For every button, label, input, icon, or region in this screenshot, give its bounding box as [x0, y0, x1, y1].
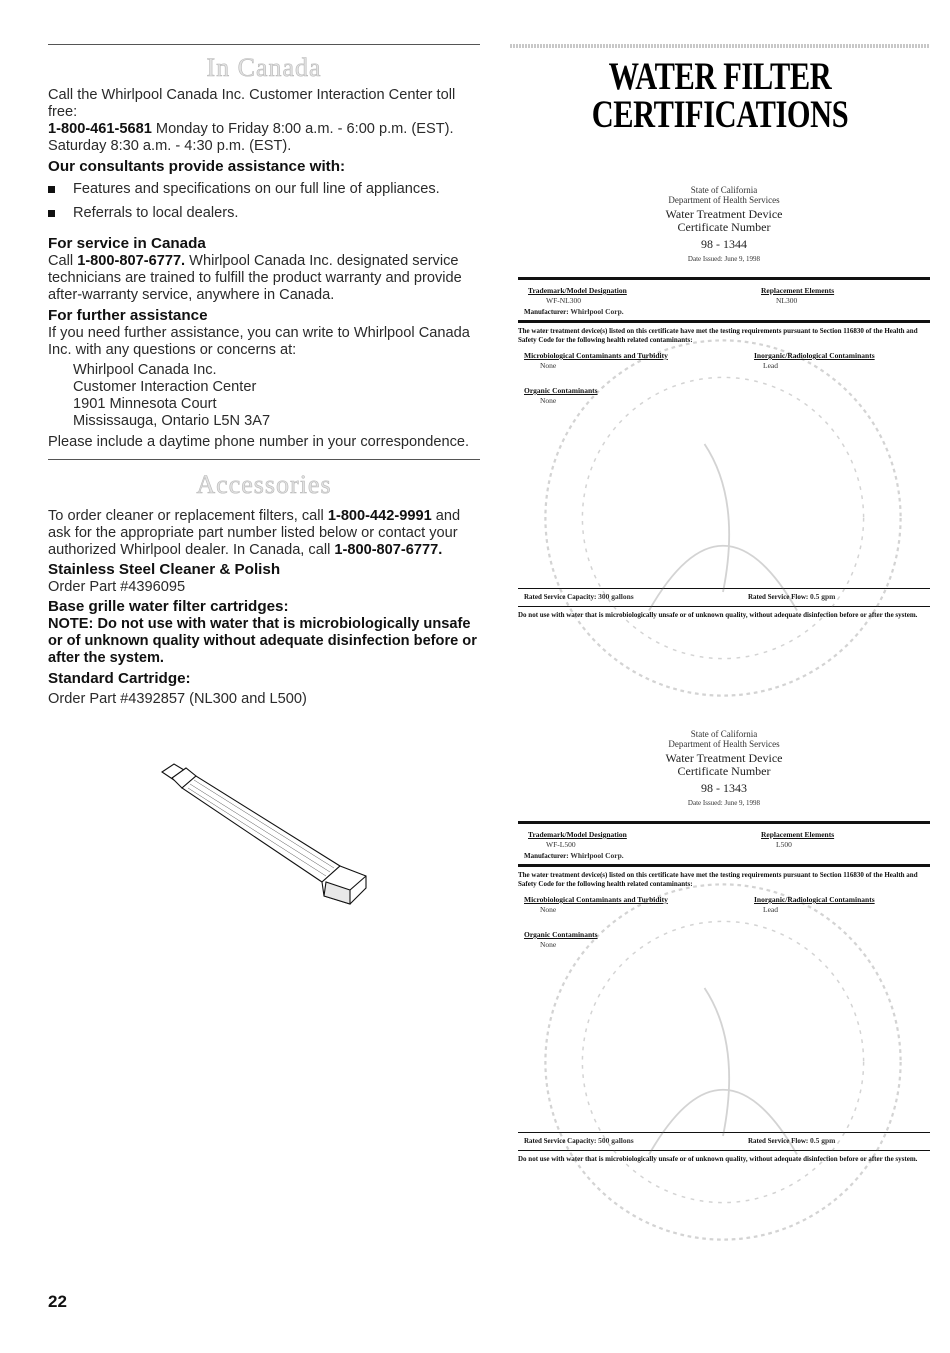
- page-title-line: WATER FILTER: [608, 55, 832, 98]
- manufacturer-value: Whirlpool Corp.: [570, 307, 624, 316]
- capacity-value: 500 gallons: [598, 1136, 634, 1145]
- cert-date-issued: Date Issued: June 9, 1998: [687, 799, 761, 807]
- grille-heading: Base grille water filter cartridges:: [48, 598, 289, 615]
- cert-statement: The water treatment device(s) listed on this certificate have met the testing requirements pursuant to Section 116830 of the Health and Safety Code for the following health related contaminants:: [518, 871, 918, 888]
- left-column: [48, 0, 480, 708]
- canada-intro: Call the Whirlpool Canada Inc. Customer Interaction Center toll free:: [48, 87, 456, 120]
- canada-hours-saturday: Saturday 8:30 a.m. - 4:30 p.m. (EST).: [48, 138, 292, 154]
- section-divider: [48, 44, 480, 45]
- service-body: Whirlpool Canada Inc. designated service technicians are trained to fulfill the product warranty and provide after-warranty service, anywhere in Canada.: [48, 253, 462, 303]
- capacity-label: Rated Service Capacity:: [524, 593, 597, 601]
- microbiological-label: Microbiological Contaminants and Turbidity: [524, 895, 668, 904]
- inorganic-label: Inorganic/Radiological Contaminants: [754, 351, 875, 360]
- list-item-text: Referrals to local dealers.: [73, 205, 239, 221]
- contaminants-block: [518, 344, 930, 404]
- replacement-value: NL300: [776, 296, 798, 305]
- standard-cartridge-part: Order Part #4392857 (NL300 and L500): [48, 691, 307, 707]
- list-item-text: Features and specifications on our full line of appliances.: [73, 181, 440, 197]
- cert-statement: The water treatment device(s) listed on this certificate have met the testing requirements pursuant to Section 116830 of the Health and Safety Code for the following health related contaminants:: [518, 327, 918, 344]
- order-phone-canada: 1-800-807-6777.: [334, 542, 443, 558]
- list-item: [48, 181, 480, 198]
- organic-label: Organic Contaminants: [524, 930, 598, 939]
- page-title: [556, 55, 884, 136]
- flow-value: 0.5 gpm: [810, 592, 836, 601]
- trademark-label: Trademark/Model Designation: [528, 830, 627, 839]
- cert-rule: [518, 320, 930, 323]
- flow-row: [748, 1137, 835, 1146]
- flow-label: Rated Service Flow:: [748, 593, 809, 601]
- replacement-label: Replacement Elements: [761, 286, 835, 295]
- cert-device: Water Treatment Device: [665, 207, 783, 221]
- in-canada-heading: In Canada: [206, 53, 322, 82]
- section-divider: [48, 459, 480, 460]
- rating-row: [518, 1133, 930, 1148]
- certificate-1343: [518, 729, 930, 1164]
- bullet-square-icon: [48, 186, 55, 193]
- cert-model-block: [518, 824, 930, 862]
- service-canada-heading: For service in Canada: [48, 235, 206, 252]
- cert-device: Water Treatment Device: [665, 751, 783, 765]
- service-pre: Call: [48, 253, 78, 269]
- replacement-value: L500: [776, 840, 792, 849]
- order-mid: and ask for the appropriate part number listed below or contact your authorized Whirlpool dealer. In Canada, call: [48, 508, 461, 558]
- cert-number: 98 - 1344: [701, 237, 747, 251]
- address-line: 1901 Minnesota Court: [73, 396, 217, 412]
- capacity-value: 300 gallons: [598, 592, 634, 601]
- section-divider: [510, 44, 930, 48]
- capacity-row: [524, 1137, 634, 1146]
- replacement-label: Replacement Elements: [761, 830, 835, 839]
- page-number: 22: [48, 1292, 67, 1311]
- address-line: Mississauga, Ontario L5N 3A7: [73, 413, 271, 429]
- manufacturer-row: [524, 308, 624, 317]
- filter-cartridge-illustration: [150, 758, 380, 908]
- model-value: WF-L500: [546, 840, 576, 849]
- service-canada-text: [48, 253, 480, 304]
- cert-state: State of California: [690, 729, 758, 739]
- certificate-1344: [518, 185, 930, 620]
- order-text: [48, 508, 480, 559]
- consultants-heading: Our consultants provide assistance with:: [48, 158, 346, 175]
- address-line: Whirlpool Canada Inc.: [73, 362, 217, 378]
- cert-number-label: Certificate Number: [677, 764, 771, 778]
- cert-department: Department of Health Services: [668, 739, 780, 749]
- address-line: Customer Interaction Center: [73, 379, 257, 395]
- accessories-heading: Accessories: [196, 470, 332, 499]
- inorganic-value: Lead: [763, 361, 778, 370]
- cleaner-heading: Stainless Steel Cleaner & Polish: [48, 561, 281, 578]
- page-title-line: CERTIFICATIONS: [591, 93, 849, 136]
- microbiological-label: Microbiological Contaminants and Turbidity: [524, 351, 668, 360]
- model-value: WF-NL300: [546, 296, 581, 305]
- cert-number: 98 - 1343: [701, 781, 747, 795]
- further-assistance-heading: For further assistance: [48, 307, 208, 324]
- manufacturer-label: Manufacturer:: [524, 852, 569, 860]
- standard-cartridge-heading: Standard Cartridge:: [48, 670, 191, 687]
- inorganic-value: Lead: [763, 905, 778, 914]
- canada-hours-weekday: Monday to Friday 8:00 a.m. - 6:00 p.m. (EST).: [151, 121, 454, 137]
- canada-hours: [48, 121, 480, 138]
- bullet-square-icon: [48, 210, 55, 217]
- manufacturer-row: [524, 852, 624, 861]
- disinfection-note: NOTE: Do not use with water that is microbiologically unsafe or of unknown quality without adequate disinfection before or after the system.: [48, 616, 477, 666]
- cert-model-block: [518, 280, 930, 318]
- manufacturer-value: Whirlpool Corp.: [570, 851, 624, 860]
- contaminants-block: [518, 888, 930, 948]
- microbiological-value: None: [540, 361, 557, 370]
- organic-value: None: [540, 940, 557, 949]
- consultants-list: [48, 181, 480, 222]
- cert-state: State of California: [690, 185, 758, 195]
- microbiological-value: None: [540, 905, 557, 914]
- rating-row: [518, 589, 930, 604]
- manufacturer-label: Manufacturer:: [524, 308, 569, 316]
- include-phone-text: Please include a daytime phone number in your correspondence.: [48, 434, 470, 450]
- cartridge-body: [182, 776, 340, 882]
- capacity-label: Rated Service Capacity:: [524, 1137, 597, 1145]
- cleaner-part: Order Part #4396095: [48, 579, 186, 595]
- further-assistance-text: If you need further assistance, you can write to Whirlpool Canada Inc. with any questions or concerns at:: [48, 325, 470, 358]
- flow-value: 0.5 gpm: [810, 1136, 836, 1145]
- inorganic-label: Inorganic/Radiological Contaminants: [754, 895, 875, 904]
- capacity-row: [524, 593, 634, 602]
- cert-rule: [518, 864, 930, 867]
- cert-number-label: Certificate Number: [677, 220, 771, 234]
- order-pre: To order cleaner or replacement filters, call: [48, 508, 328, 524]
- canada-phone: 1-800-461-5681: [48, 121, 152, 137]
- organic-value: None: [540, 396, 557, 405]
- cert-warning: Do not use with water that is microbiologically unsafe or of unknown quality, without adequate disinfection before or after the system.: [518, 1155, 918, 1163]
- flow-row: [748, 593, 835, 602]
- cert-warning: Do not use with water that is microbiologically unsafe or of unknown quality, without adequate disinfection before or after the system.: [518, 611, 918, 619]
- organic-label: Organic Contaminants: [524, 386, 598, 395]
- trademark-label: Trademark/Model Designation: [528, 286, 627, 295]
- cert-department: Department of Health Services: [668, 195, 780, 205]
- cert-date-issued: Date Issued: June 9, 1998: [687, 255, 761, 263]
- order-phone: 1-800-442-9991: [327, 508, 432, 524]
- service-phone: 1-800-807-6777.: [77, 253, 186, 269]
- flow-label: Rated Service Flow:: [748, 1137, 809, 1145]
- list-item: [48, 205, 480, 222]
- mailing-address: [48, 362, 480, 430]
